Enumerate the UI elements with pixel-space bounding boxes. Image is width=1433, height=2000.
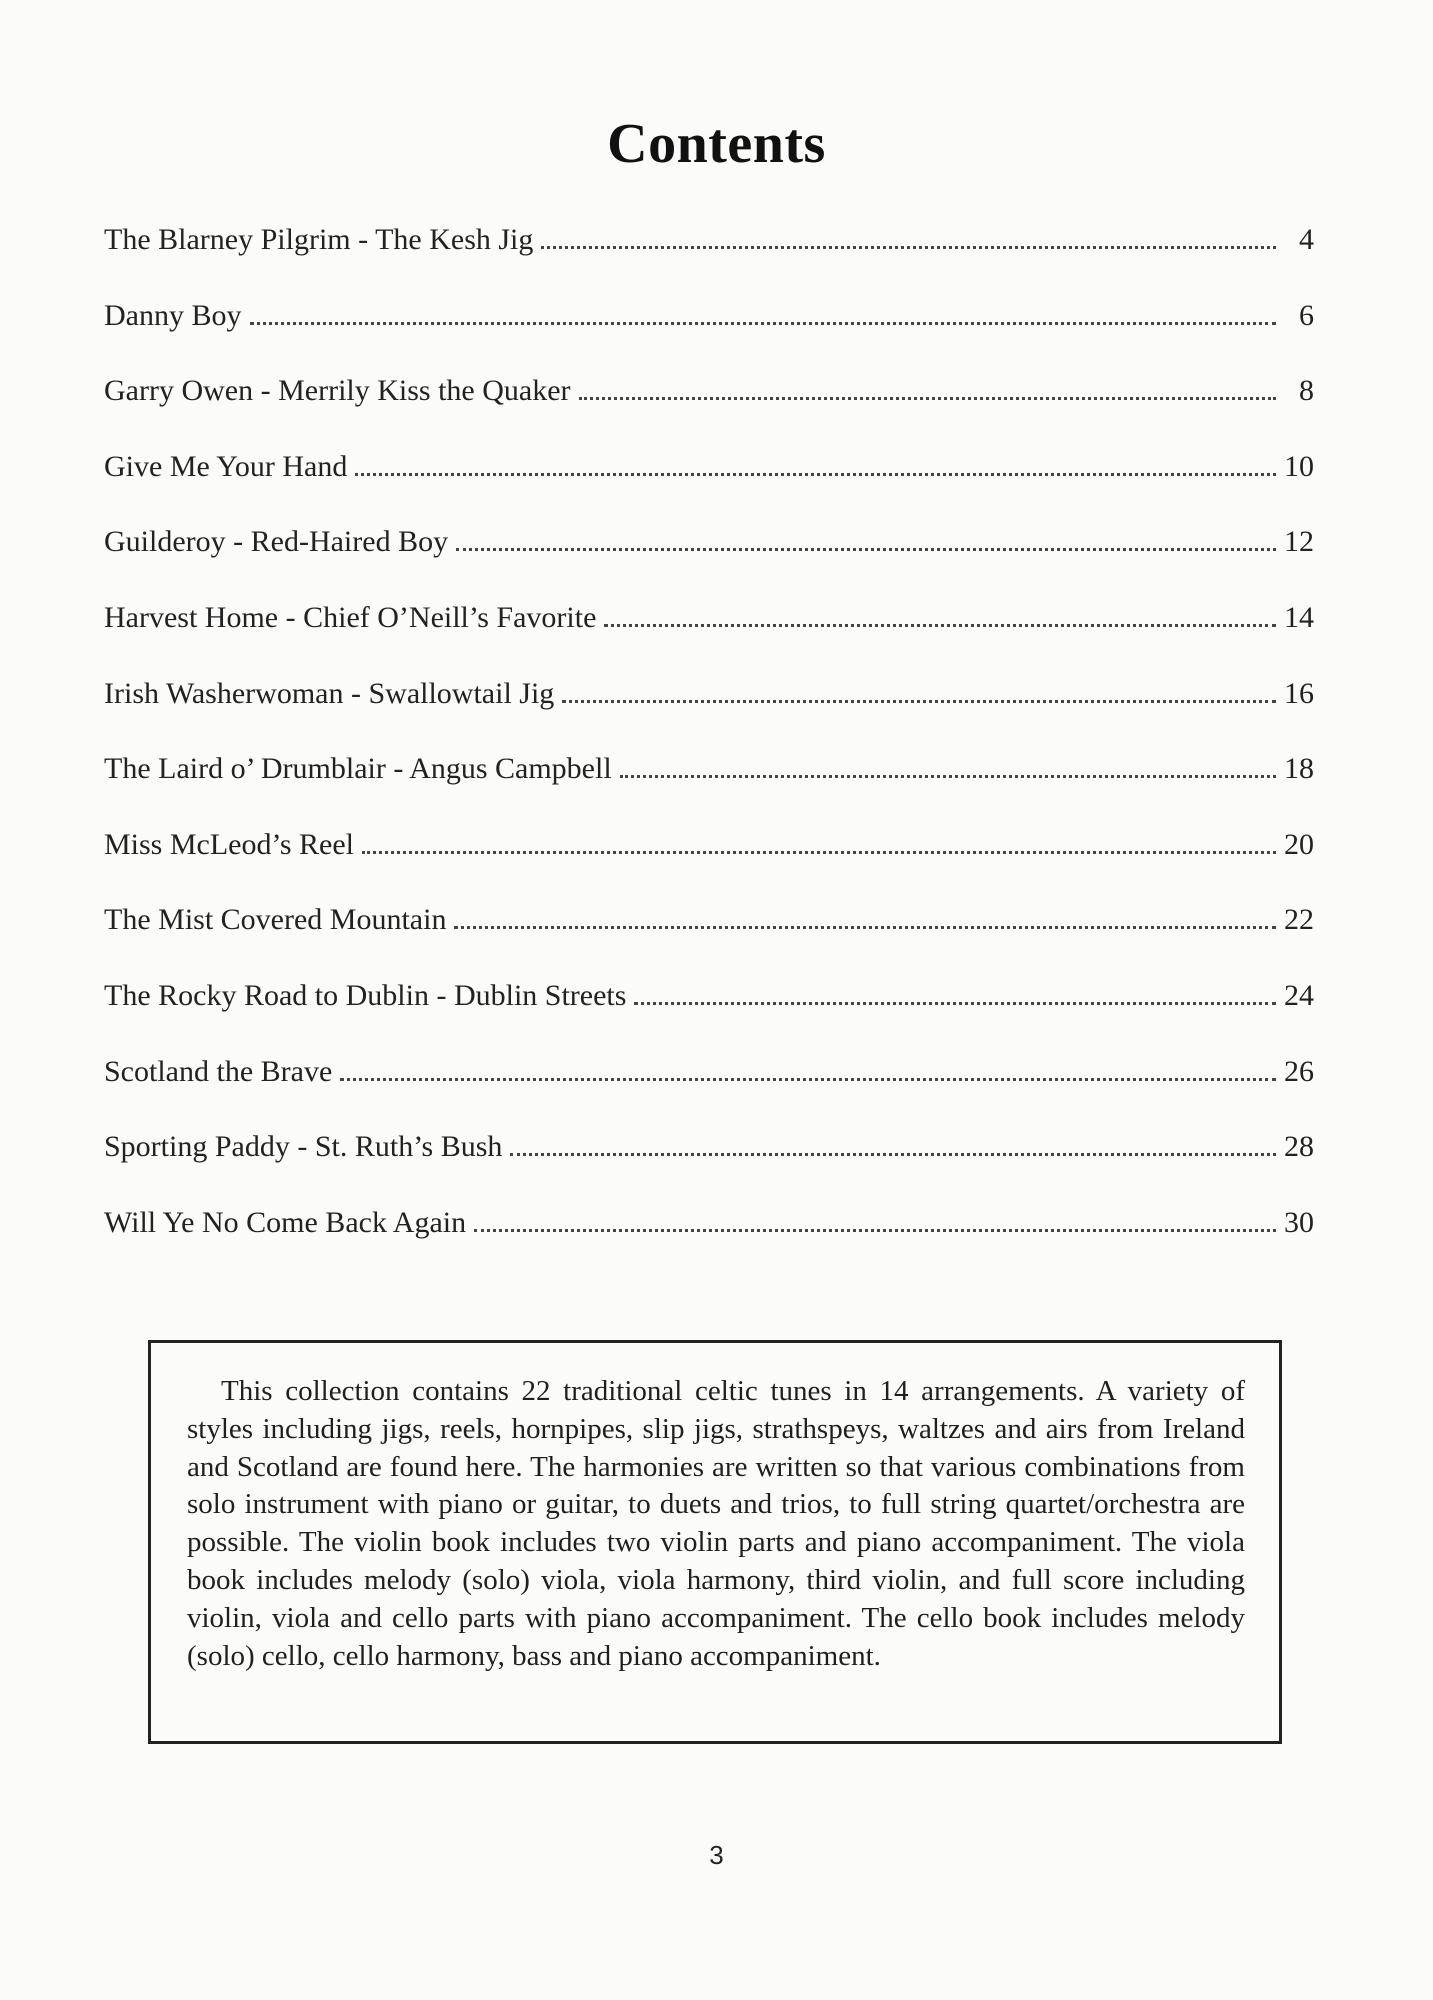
toc-entry-page: 20 bbox=[1284, 827, 1314, 861]
dot-leader bbox=[562, 670, 1276, 703]
toc-entry bbox=[104, 1117, 1314, 1193]
toc-entry bbox=[104, 739, 1314, 815]
toc-entry-title: The Rocky Road to Dublin - Dublin Streets bbox=[104, 978, 627, 1012]
toc-entry bbox=[104, 437, 1314, 513]
toc-entry bbox=[104, 815, 1314, 891]
dot-leader bbox=[634, 972, 1276, 1005]
dot-leader bbox=[355, 443, 1276, 476]
toc-entry-title: Irish Washerwoman - Swallowtail Jig bbox=[104, 676, 555, 710]
dot-leader bbox=[579, 367, 1276, 400]
toc-entry-title: The Blarney Pilgrim - The Kesh Jig bbox=[104, 223, 534, 256]
toc-entry bbox=[104, 210, 1314, 286]
page-title: Contents bbox=[607, 113, 826, 175]
dot-leader bbox=[340, 1048, 1276, 1081]
toc-entry bbox=[104, 890, 1314, 966]
toc-entry bbox=[104, 1193, 1314, 1269]
toc-entry-title: Scotland the Brave bbox=[104, 1054, 333, 1088]
toc-entry-page: 18 bbox=[1284, 752, 1314, 786]
toc-entry bbox=[104, 361, 1314, 437]
toc-entry bbox=[104, 966, 1314, 1042]
page-number: 3 bbox=[709, 1840, 724, 1870]
toc-entry-page: 12 bbox=[1284, 525, 1314, 559]
toc-entry-title: Harvest Home - Chief O’Neill’s Favorite bbox=[104, 600, 597, 634]
collection-description-box bbox=[148, 1340, 1282, 1744]
toc-entry-page: 10 bbox=[1284, 449, 1314, 483]
dot-leader bbox=[250, 292, 1277, 325]
toc-entry bbox=[104, 664, 1314, 740]
toc-entry-page: 26 bbox=[1284, 1054, 1314, 1088]
toc-entry-title: The Mist Covered Mountain bbox=[104, 903, 447, 937]
toc-entry-title: Give Me Your Hand bbox=[104, 449, 348, 483]
toc-entry-title: The Laird o’ Drumblair - Angus Campbell bbox=[104, 752, 612, 786]
dot-leader bbox=[541, 216, 1276, 249]
toc-entry bbox=[104, 1042, 1314, 1118]
dot-leader bbox=[604, 594, 1276, 627]
toc-entry-title: Will Ye No Come Back Again bbox=[104, 1205, 467, 1239]
toc-entry-title: Garry Owen - Merrily Kiss the Quaker bbox=[104, 374, 571, 408]
toc-entry bbox=[104, 588, 1314, 664]
toc-entry-page: 30 bbox=[1284, 1205, 1314, 1239]
toc-entry bbox=[104, 512, 1314, 588]
collection-description-text: This collection contains 22 traditional celtic tunes in 14 arrangements. A variety of styles including jigs, reels, hornpipes, slip jigs, strathspeys, waltzes and airs from Ireland and Scotland are found here. The harmonies are written so that various combinations from solo instrument with piano or guitar, to duets and trios, to full string quartet/orchestra are possible. The violin book includes two violin parts and piano accompaniment. The viola book includes melody (solo) viola, viola harmony, third violin, and full score including violin, viola and cello parts with piano accompaniment. The cello book includes melody (solo) cello, cello harmony, bass and piano accompaniment. bbox=[187, 1375, 1245, 1672]
table-of-contents bbox=[104, 210, 1314, 1268]
dot-leader bbox=[474, 1199, 1276, 1232]
toc-entry-title: Guilderoy - Red-Haired Boy bbox=[104, 525, 449, 559]
toc-entry-page: 6 bbox=[1299, 298, 1314, 332]
dot-leader bbox=[510, 1123, 1276, 1156]
toc-entry bbox=[104, 286, 1314, 362]
toc-entry-page: 8 bbox=[1299, 374, 1314, 408]
toc-entry-page: 16 bbox=[1284, 676, 1314, 710]
dot-leader bbox=[454, 896, 1276, 929]
toc-entry-page: 28 bbox=[1284, 1130, 1314, 1164]
toc-entry-title: Sporting Paddy - St. Ruth’s Bush bbox=[104, 1130, 503, 1164]
dot-leader bbox=[362, 821, 1276, 854]
toc-entry-page: 4 bbox=[1299, 223, 1314, 256]
dot-leader bbox=[456, 518, 1276, 551]
dot-leader bbox=[620, 745, 1276, 778]
toc-entry-page: 24 bbox=[1284, 978, 1314, 1012]
toc-entry-page: 14 bbox=[1284, 600, 1314, 634]
toc-entry-title: Miss McLeod’s Reel bbox=[104, 827, 354, 861]
toc-entry-title: Danny Boy bbox=[104, 298, 242, 332]
toc-entry-page: 22 bbox=[1284, 903, 1314, 937]
